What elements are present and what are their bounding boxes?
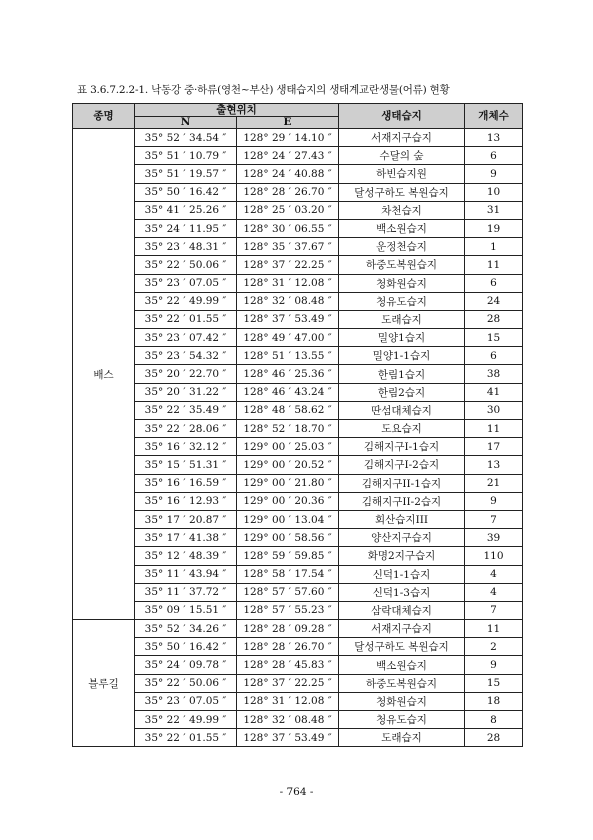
habitat-cell: 도래습지 [339,310,465,328]
habitat-cell: 밀양1습지 [339,329,465,347]
lon-cell: 128° 24 ′ 40.88 ″ [237,165,339,183]
table-row [73,274,523,292]
lon-cell: 128° 32 ′ 08.48 ″ [237,292,339,310]
table-row [73,256,523,274]
table-row [73,474,523,492]
header-n: N [135,117,237,129]
habitat-cell: 김해지구I-1습지 [339,438,465,456]
habitat-cell: 신덕1-1습지 [339,565,465,583]
lat-cell: 35° 22 ′ 01.55 ″ [135,729,237,747]
habitat-cell: 밀양1-1습지 [339,347,465,365]
habitat-cell: 신덕1-3습지 [339,583,465,601]
count-cell: 4 [465,565,523,583]
header-species: 종명 [73,104,135,129]
habitat-cell: 수달의 숲 [339,147,465,165]
table-row [73,583,523,601]
lon-cell: 128° 46 ′ 43.24 ″ [237,383,339,401]
habitat-cell: 도요습지 [339,420,465,438]
lon-cell: 128° 29 ′ 14.10 ″ [237,129,339,147]
habitat-cell: 화명2지구습지 [339,547,465,565]
lat-cell: 35° 23 ′ 54.32 ″ [135,347,237,365]
habitat-cell: 서재지구습지 [339,129,465,147]
count-cell: 6 [465,147,523,165]
habitat-cell: 김해지구I-2습지 [339,456,465,474]
lon-cell: 128° 28 ′ 26.70 ″ [237,183,339,201]
invasive-fish-table [72,103,523,747]
count-cell: 13 [465,456,523,474]
count-cell: 39 [465,529,523,547]
table-row [73,438,523,456]
count-cell: 11 [465,420,523,438]
count-cell: 1 [465,238,523,256]
header-count: 개체수 [465,104,523,129]
count-cell: 6 [465,274,523,292]
lon-cell: 128° 35 ′ 37.67 ″ [237,238,339,256]
lon-cell: 128° 31 ′ 12.08 ″ [237,692,339,710]
lat-cell: 35° 41 ′ 25.26 ″ [135,201,237,219]
count-cell: 9 [465,492,523,510]
lat-cell: 35° 22 ′ 50.06 ″ [135,256,237,274]
lon-cell: 128° 25 ′ 03.20 ″ [237,201,339,219]
habitat-cell: 차천습지 [339,201,465,219]
habitat-cell: 김해지구II-2습지 [339,492,465,510]
lat-cell: 35° 50 ′ 16.42 ″ [135,183,237,201]
group-bluegill [73,620,523,747]
table-row [73,711,523,729]
lon-cell: 128° 37 ′ 53.49 ″ [237,729,339,747]
table-row [73,219,523,237]
habitat-cell: 청유도습지 [339,711,465,729]
table-row [73,510,523,528]
lon-cell: 129° 00 ′ 20.36 ″ [237,492,339,510]
lat-cell: 35° 22 ′ 50.06 ″ [135,674,237,692]
lon-cell: 128° 59 ′ 59.85 ″ [237,547,339,565]
species-cell: 블루길 [73,620,135,747]
lat-cell: 35° 17 ′ 20.87 ″ [135,510,237,528]
lon-cell: 128° 37 ′ 53.49 ″ [237,310,339,328]
count-cell: 110 [465,547,523,565]
lat-cell: 35° 15 ′ 51.31 ″ [135,456,237,474]
table-caption: 표 3.6.7.2.2-1. 낙동강 중·하류(영천~부산) 생태습지의 생태계교란생물(어류) 현황 [77,84,450,96]
table-row [73,401,523,419]
habitat-cell: 운정천습지 [339,238,465,256]
habitat-cell: 백소원습지 [339,656,465,674]
table-header [73,104,523,129]
count-cell: 7 [465,601,523,619]
habitat-cell: 딴섬대체습지 [339,401,465,419]
table-row [73,347,523,365]
table-row [73,238,523,256]
table-row [73,529,523,547]
count-cell: 28 [465,310,523,328]
lon-cell: 128° 28 ′ 26.70 ″ [237,638,339,656]
lon-cell: 129° 00 ′ 20.52 ″ [237,456,339,474]
lon-cell: 128° 37 ′ 22.25 ″ [237,674,339,692]
table-row [73,329,523,347]
habitat-cell: 청화원습지 [339,692,465,710]
table-row [73,183,523,201]
header-e: E [237,117,339,129]
lat-cell: 35° 52 ′ 34.26 ″ [135,620,237,638]
lat-cell: 35° 17 ′ 41.38 ″ [135,529,237,547]
count-cell: 9 [465,165,523,183]
lat-cell: 35° 12 ′ 48.39 ″ [135,547,237,565]
lon-cell: 128° 58 ′ 17.54 ″ [237,565,339,583]
lon-cell: 128° 30 ′ 06.55 ″ [237,219,339,237]
lat-cell: 35° 20 ′ 22.70 ″ [135,365,237,383]
table-row [73,129,523,147]
habitat-cell: 삼락대체습지 [339,601,465,619]
habitat-cell: 서재지구습지 [339,620,465,638]
count-cell: 6 [465,347,523,365]
lat-cell: 35° 52 ′ 34.54 ″ [135,129,237,147]
habitat-cell: 도래습지 [339,729,465,747]
habitat-cell: 한림2습지 [339,383,465,401]
species-cell: 배스 [73,129,135,620]
table-row [73,165,523,183]
lat-cell: 35° 23 ′ 07.05 ″ [135,692,237,710]
lon-cell: 128° 24 ′ 27.43 ″ [237,147,339,165]
count-cell: 4 [465,583,523,601]
habitat-cell: 달성구하도 복원습지 [339,183,465,201]
count-cell: 11 [465,620,523,638]
lat-cell: 35° 22 ′ 01.55 ″ [135,310,237,328]
header-location: 출현위치 [135,104,339,117]
lon-cell: 128° 32 ′ 08.48 ″ [237,711,339,729]
lon-cell: 129° 00 ′ 25.03 ″ [237,438,339,456]
table-row [73,565,523,583]
count-cell: 15 [465,329,523,347]
lon-cell: 128° 49 ′ 47.00 ″ [237,329,339,347]
habitat-cell: 한림1습지 [339,365,465,383]
table-row [73,365,523,383]
lat-cell: 35° 51 ′ 19.57 ″ [135,165,237,183]
lon-cell: 128° 28 ′ 09.28 ″ [237,620,339,638]
table-row [73,638,523,656]
count-cell: 11 [465,256,523,274]
habitat-cell: 백소원습지 [339,219,465,237]
lon-cell: 129° 00 ′ 21.80 ″ [237,474,339,492]
habitat-cell: 하중도복원습지 [339,256,465,274]
lat-cell: 35° 20 ′ 31.22 ″ [135,383,237,401]
habitat-cell: 김해지구II-1습지 [339,474,465,492]
habitat-cell: 양산지구습지 [339,529,465,547]
count-cell: 38 [465,365,523,383]
count-cell: 8 [465,711,523,729]
lon-cell: 128° 57 ′ 55.23 ″ [237,601,339,619]
lat-cell: 35° 23 ′ 07.05 ″ [135,274,237,292]
lat-cell: 35° 09 ′ 15.51 ″ [135,601,237,619]
count-cell: 15 [465,674,523,692]
lat-cell: 35° 22 ′ 49.99 ″ [135,711,237,729]
table-row [73,547,523,565]
lat-cell: 35° 16 ′ 16.59 ″ [135,474,237,492]
count-cell: 30 [465,401,523,419]
lon-cell: 128° 51 ′ 13.55 ″ [237,347,339,365]
table-row [73,620,523,638]
habitat-cell: 하중도복원습지 [339,674,465,692]
count-cell: 18 [465,692,523,710]
count-cell: 41 [465,383,523,401]
table-row [73,492,523,510]
table-row [73,656,523,674]
table-row [73,420,523,438]
count-cell: 31 [465,201,523,219]
lat-cell: 35° 16 ′ 32.12 ″ [135,438,237,456]
lat-cell: 35° 24 ′ 09.78 ″ [135,656,237,674]
count-cell: 28 [465,729,523,747]
count-cell: 7 [465,510,523,528]
habitat-cell: 회산습지III [339,510,465,528]
lon-cell: 128° 48 ′ 58.62 ″ [237,401,339,419]
lat-cell: 35° 23 ′ 07.42 ″ [135,329,237,347]
lat-cell: 35° 22 ′ 49.99 ″ [135,292,237,310]
habitat-cell: 청유도습지 [339,292,465,310]
table-row [73,692,523,710]
lon-cell: 128° 28 ′ 45.83 ″ [237,656,339,674]
lat-cell: 35° 51 ′ 10.79 ″ [135,147,237,165]
table-row [73,456,523,474]
table-row [73,292,523,310]
lon-cell: 128° 31 ′ 12.08 ″ [237,274,339,292]
lat-cell: 35° 50 ′ 16.42 ″ [135,638,237,656]
count-cell: 21 [465,474,523,492]
lon-cell: 129° 00 ′ 13.04 ″ [237,510,339,528]
lon-cell: 128° 37 ′ 22.25 ″ [237,256,339,274]
table-row [73,383,523,401]
count-cell: 10 [465,183,523,201]
page-number: - 764 - [279,786,314,798]
lon-cell: 129° 00 ′ 58.56 ″ [237,529,339,547]
habitat-cell: 하빈습지원 [339,165,465,183]
lat-cell: 35° 24 ′ 11.95 ″ [135,219,237,237]
count-cell: 2 [465,638,523,656]
lat-cell: 35° 22 ′ 35.49 ″ [135,401,237,419]
lon-cell: 128° 57 ′ 57.60 ″ [237,583,339,601]
lon-cell: 128° 46 ′ 25.36 ″ [237,365,339,383]
header-habitat: 생태습지 [339,104,465,129]
table-row [73,674,523,692]
count-cell: 17 [465,438,523,456]
table-row [73,729,523,747]
lat-cell: 35° 11 ′ 43.94 ″ [135,565,237,583]
lat-cell: 35° 16 ′ 12.93 ″ [135,492,237,510]
count-cell: 9 [465,656,523,674]
habitat-cell: 달성구하도 복원습지 [339,638,465,656]
lat-cell: 35° 23 ′ 48.31 ″ [135,238,237,256]
lat-cell: 35° 22 ′ 28.06 ″ [135,420,237,438]
count-cell: 19 [465,219,523,237]
habitat-cell: 청화원습지 [339,274,465,292]
table-row [73,601,523,619]
table-row [73,310,523,328]
table-row [73,147,523,165]
table-row [73,201,523,219]
group-bass [73,129,523,620]
lon-cell: 128° 52 ′ 18.70 ″ [237,420,339,438]
count-cell: 13 [465,129,523,147]
count-cell: 24 [465,292,523,310]
lat-cell: 35° 11 ′ 37.72 ″ [135,583,237,601]
